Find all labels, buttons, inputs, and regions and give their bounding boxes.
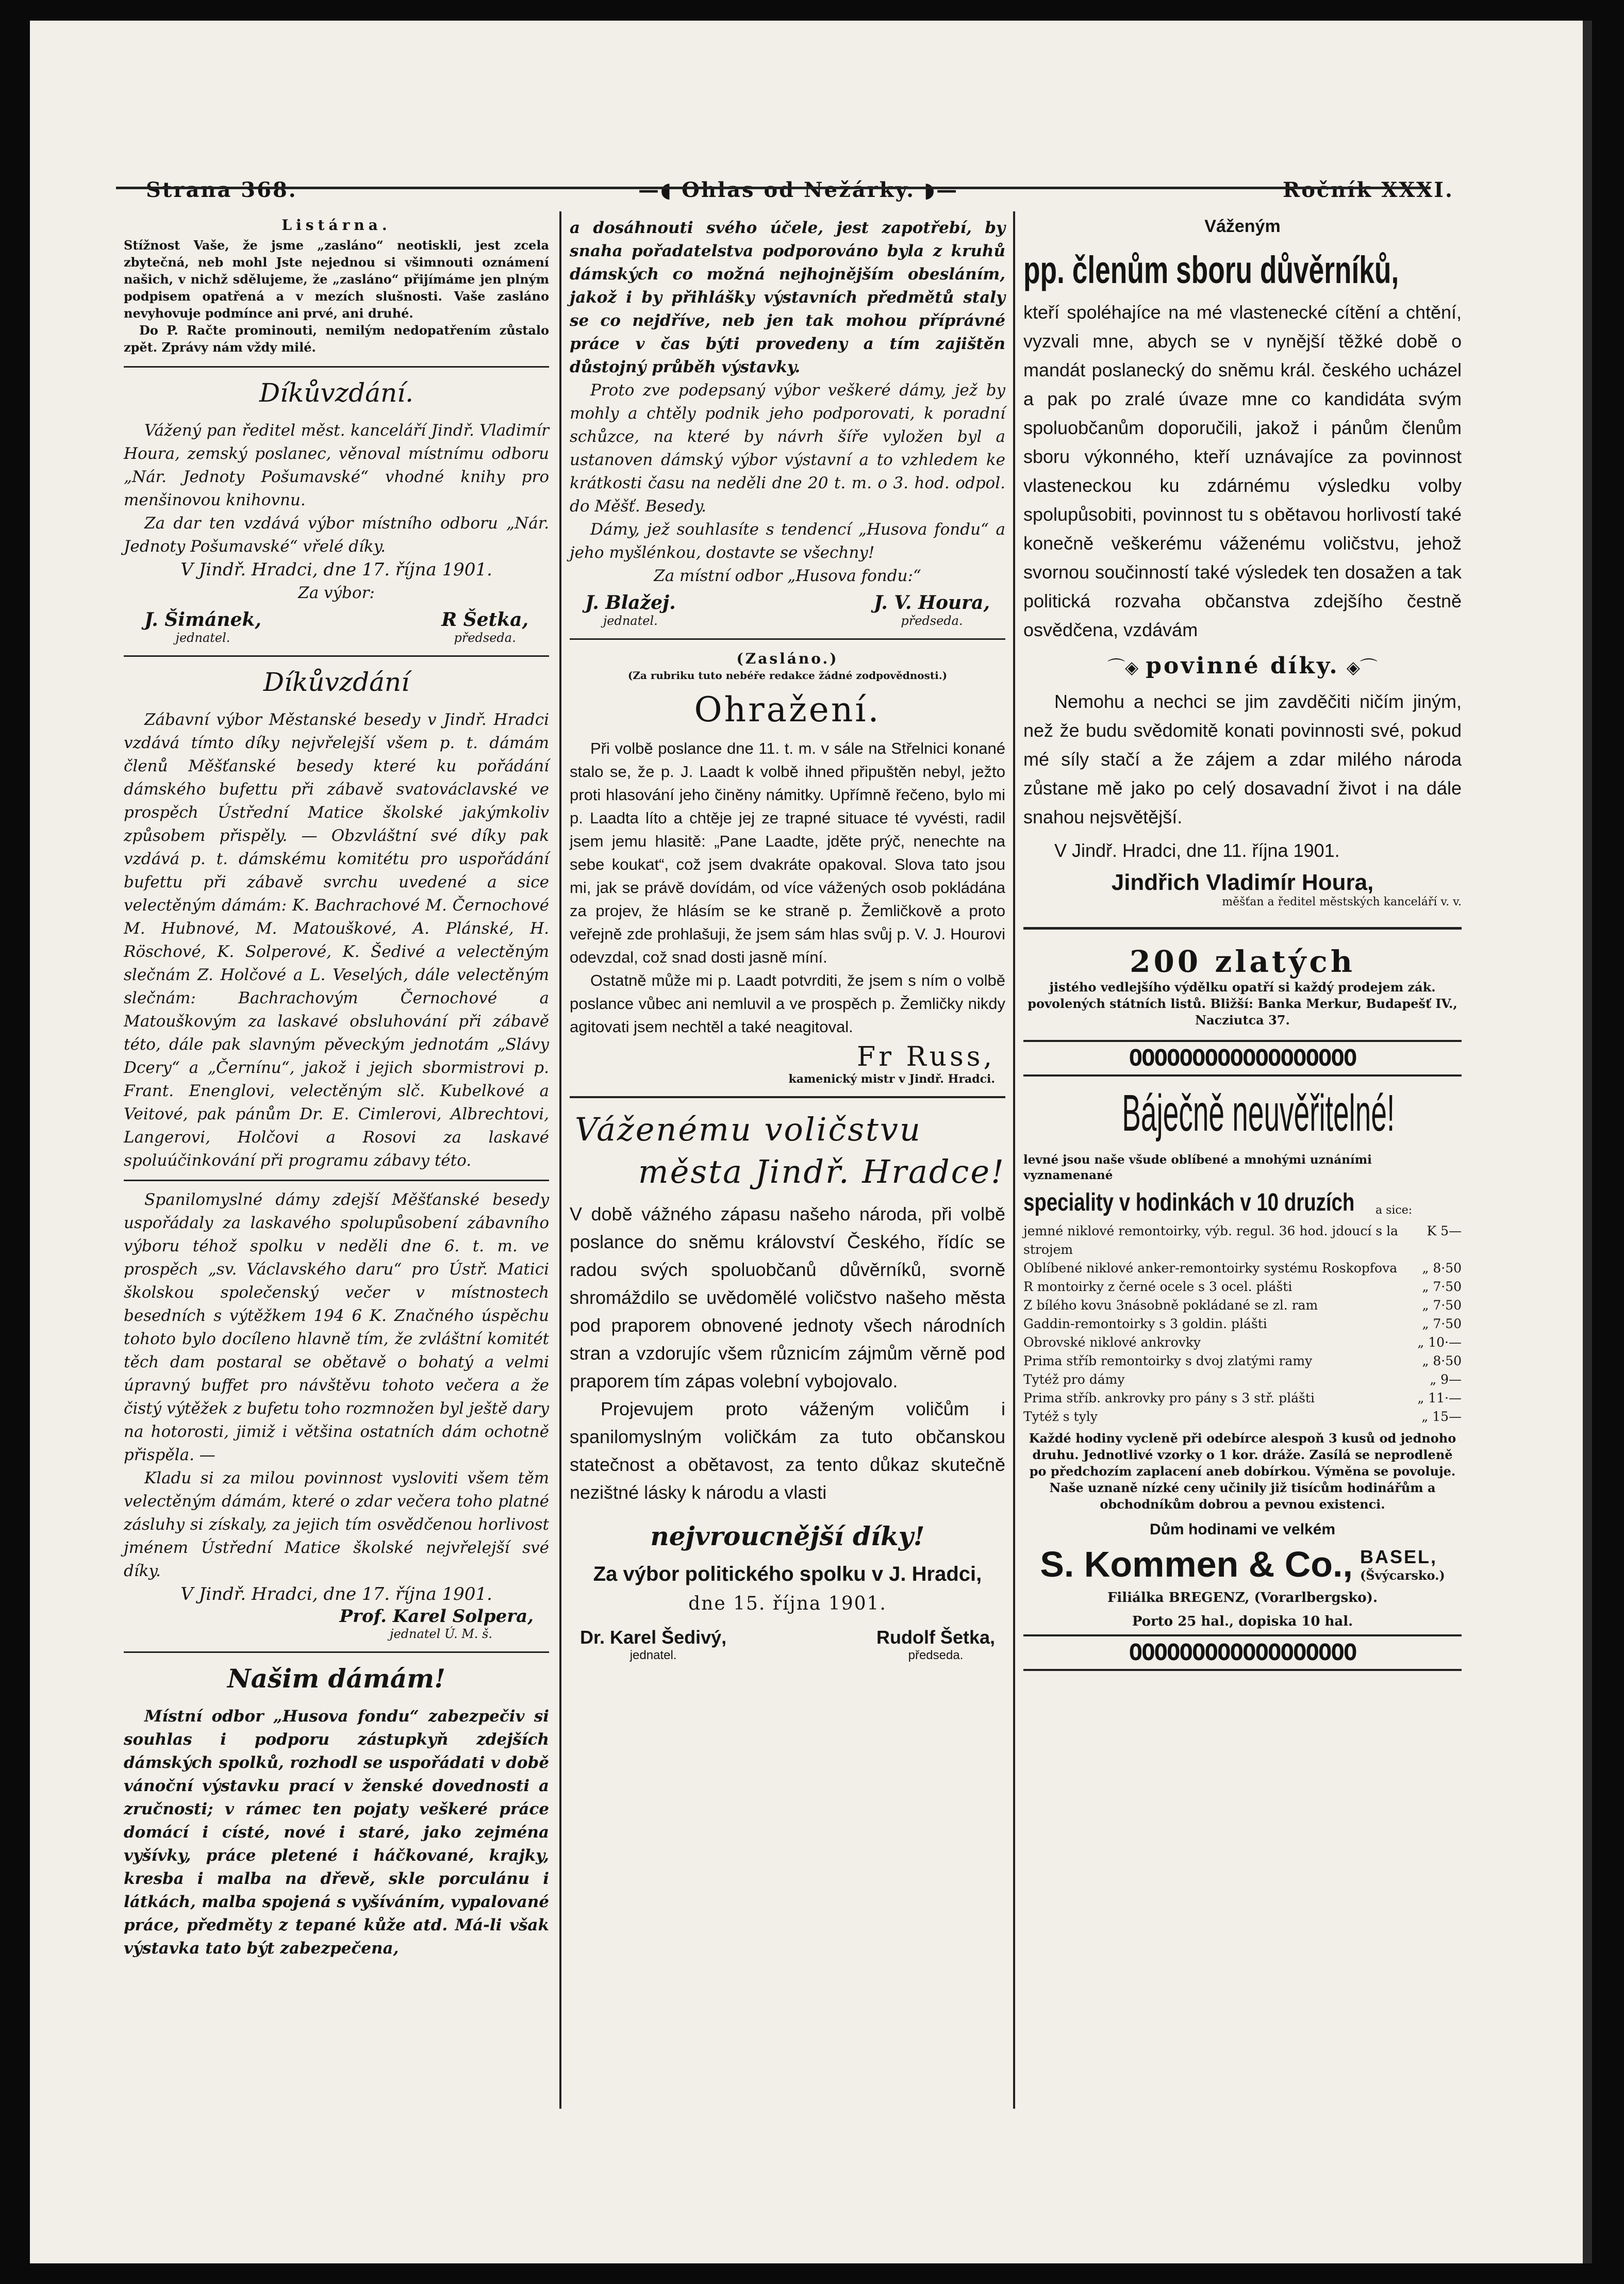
zaslano-note: (Za rubriku tuto nebéře redakce žádné zodpovědnosti.) <box>627 669 948 682</box>
houra-signature: Jindřich Vladimír Houra, měšťan a ředitel městských kanceláří v. v. <box>1111 870 1462 908</box>
dik1-sig1: J. Šimánek, jednatel. <box>144 609 261 645</box>
price-item-value: „ 7·50 <box>1422 1316 1462 1331</box>
zaslano-p1: Při volbě poslance dne 11. t. m. v sále na Střelnici konané stalo se, že p. J. Laadt k volbě ihned připuštěn nebyl, ježto proti hlasování jeho činěny námitky. Upřímně řečeno, bylo mi p. Laadta líto a chtěje jej ze trapné situace té vyvésti, radil jsem jemu hlasitě: „Pane Laadte, jděte prýč, nenechte na sebe koukat“, což jsem dvakráte opakoval. Slova tato jsou mi, jak se právě dovídám, od více vážených osob pokládána za projev, že hlásím se ke straně p. Žemličkově a proto veřejně zde prohlašuji, že jsem sám hlas svůj p. V. J. Hourovi odevzdal, což snad dosti jasně míní. <box>570 739 1005 966</box>
header-rule <box>116 187 1431 189</box>
dik1-p1: Vážený pan ředitel měst. kanceláří Jindř. Vladimír Houra, zemský poslanec, věnoval místnímu odboru „Nár. Jednoty Pošumavské“ vhodné knihy pro menšinovou knihovnu. <box>124 421 549 509</box>
zaslano-title: Ohražení. <box>694 690 881 730</box>
price-row <box>1023 1296 1462 1315</box>
price-item-name: Oblíbené niklové anker-remontoirky systému Roskopfova <box>1023 1261 1398 1276</box>
dik1-title: Díkůvzdání. <box>259 378 414 408</box>
price-item-value: „ 8·50 <box>1422 1261 1462 1276</box>
zaslano-signature: Fr Russ, kamenický mistr v Jindř. Hradci. <box>788 1041 995 1086</box>
price-item-value: „ 8·50 <box>1422 1353 1462 1368</box>
price-row <box>1023 1333 1462 1352</box>
houra-p1: kteří spoléhajíce na mé vlastenecké cítění a chtění, vyzvali mne, abych se v nynější těžké době o mandát poslanecký do sněmu král. českého ucházel a pak po zralé úvaze mne co kandidáta svým spoluobčanům doporučili, jakož i pánům členům sboru výkonného, kteří uznávajíce za povinnost vlasteneckou ku zdárnému výsledku volby spolupůsobiti, povinnost tu s obětavou horlivostí také konečně veškerému váženému voličstvu, jehož svornou součinností také výsledek ten dosažen a tak politická rozvaha občanstva zdejšího čestně osvědčena, vzdávám <box>1023 302 1462 640</box>
volic-p1: V době vážného zápasu našeho národa, při volbě poslance do sněmu království Českého, řídíc se radou svých spoluobčanů důvěrníků, svorně shromáždilo se uvědomělé voličstvo našeho města pod praporem obnovené jednoty všech národních stran a vzdorujíc všem různicím zájmům věrně pod praporem tím zápas volební vybojovalo. <box>570 1203 1005 1392</box>
price-item-value: K 5— <box>1427 1223 1462 1238</box>
column-1 <box>124 217 549 1960</box>
price-item-name: Z bílého kovu 3násobně pokládané se zl. ram <box>1023 1298 1318 1313</box>
price-row <box>1023 1278 1462 1296</box>
masthead: —◖ Ohlas od Nežárky. ◗— <box>638 178 959 202</box>
divider <box>124 1651 549 1653</box>
listarna-p2: Do P. Račte prominouti, nemilým nedopatřením zůstalo zpět. Zprávy nám vždy milé. <box>124 323 549 355</box>
company-branch: Filiálka BREGENZ, (Vorarlbergsko). <box>1107 1590 1378 1606</box>
divider <box>570 1096 1005 1098</box>
volic-sig2: Rudolf Šetka, předseda. <box>876 1627 995 1662</box>
dik1-date: V Jindř. Hradci, dne 17. října 1901. <box>180 559 492 580</box>
volume: Ročník XXXI. <box>1283 178 1454 202</box>
price-item-name: Tytéž pro dámy <box>1023 1372 1125 1387</box>
damam-p1: Místní odbor „Husova fondu“ zabezpečiv si souhlas i podporu zástupkyň zdejších dámských spolků, rozhodl se uspořádati v době vánoční výstavku prací v ženské dovednosti a zručnosti; v rámec ten pojaty veškeré práce domácí i císté, nové i staré, jako zejména vyšívky, práce pletené i háčkované, krajky, kresba i malba na dřevě, skle porculánu i látkách, malba spojená s vyšíváním, vypalované práce, předměty z tepané kůže atd. Má-li však výstavka tato být zabezpečena, <box>124 1707 549 1958</box>
price-row <box>1023 1352 1462 1370</box>
watch-spec-row <box>1023 1188 1462 1217</box>
price-item-name: R montoirky z černé ocele s 3 ocel. plášti <box>1023 1279 1292 1294</box>
price-item-name: Obrovské niklové ankrovky <box>1023 1335 1201 1350</box>
volic-p2: Projevujem proto váženým voličům i spanilomyslným voličkám za tuto občanskou statečnost a obětavost, za tento důkaz skutečně nezištné lásky k národu a vlasti <box>570 1398 1005 1503</box>
company-postage: Porto 25 hal., dopiska 10 hal. <box>1132 1614 1353 1629</box>
price-row <box>1023 1259 1462 1278</box>
divider <box>124 655 549 657</box>
company-city: BASEL, <box>1360 1546 1437 1567</box>
divider <box>124 366 549 368</box>
zaslano-p2: Ostatně může mi p. Laadt potvrditi, že jsem s ním o volbě poslance vůbec ani nemluvil a ve prospěch p. Žemličky nikdy agitovati jsem nechtěl a také neagitoval. <box>570 971 1005 1036</box>
houra-p2: Nemohu a nechci se jim zavděčiti ničím jiným, než že budu svědomitě konati povinnosti své, pokud mé síly stačí a že zájem a zdar milého národa zůstane mě jako po celý dosavadní život i na dále snahou nejsvětější. <box>1023 691 1462 827</box>
volic-title-1: Váženému voličstvu <box>575 1111 922 1148</box>
volic-date: dne 15. října 1901. <box>688 1593 887 1614</box>
watch-intro: levné jsou naše všude oblíbené a mnohými uznáními vyznamenané <box>1023 1153 1372 1182</box>
watch-title: Báječně neuvěřitelné! <box>1122 1084 1395 1142</box>
damam-cont-p3: Dámy, jež souhlasíte s tendencí „Husova fondu“ a jeho myšlénkou, dostavte se všechny! <box>570 520 1005 562</box>
volic-thanks: nejvroucnější díky! <box>650 1521 925 1551</box>
dik2-p2: Spanilomyslné dámy zdejší Měšťanské besedy uspořádaly za laskavého spolupůsobení zábavního výboru téhož spolku v neděli dne 6. t. m. ve prospěch „sv. Václavského daru“ pro Ústř. Matici školskou společenský večer v místnostech besedních s výtěžkem 194 6 K. Značného úspěchu tohoto bylo docíleno hlavně tím, že zvláštní komitét těch dam postaral se obětavě o bohatý a velmi úpravný buffet pro návštěvu tohoto večera a že čistý výtěžek z bufetu toho rozmnožen byl ještě dary na hotorosti, jimiž i většina ostatních dám ochotně přispěla. — <box>124 1190 549 1464</box>
divider <box>1023 927 1462 930</box>
zaslano-label: (Zasláno.) <box>736 650 839 667</box>
damam-title: Našim dámám! <box>227 1663 446 1694</box>
flourish-right-icon: ◈⌒ <box>1346 657 1378 678</box>
column-rule-1 <box>559 211 561 2109</box>
flourish-left-icon: ⌒◈ <box>1107 657 1139 678</box>
watch-foot: Každé hodiny vycleně při odebírce alespoň 3 kusů od jednoho druhu. Jednotlivé vzorky o 1 kor. dráže. Zasílá se neprodleně po předchozím zaplacení aneb dobírkou. Výměna se povoluje. Naše uznaně nízké ceny učinily již tisícům hodinářům a obchodníkům dobrou a pevnou existenci. <box>1029 1431 1456 1512</box>
company-country: (Švýcarsko.) <box>1360 1567 1445 1583</box>
dik2-p3: Kladu si za milou povinnost vysloviti všem těm velectěným dámám, které o zdar večera toho platné zásluhy si získaly, za jejich tím osvědčenou horlivost jménem Ústřední Matice školské nejvřelejší své díky. <box>124 1469 549 1580</box>
damam-cont-p2: Proto zve podepsaný výbor veškeré dámy, jež by mohly a chtěly podnik jeho podporovati, k poradní schůzce, na které by návrh šíře vyložen byl a ustanoven dámský výbor výstavní a to vzhledem ke krátkosti času na neděli dne 20 t. m. o 3. hod. odpol. do Měšť. Besedy. <box>570 381 1005 516</box>
divider <box>570 638 1005 640</box>
listarna-title: Listárna. <box>281 217 391 234</box>
column-2 <box>570 217 1005 1663</box>
price-row <box>1023 1315 1462 1333</box>
price-row <box>1023 1408 1462 1426</box>
damam-sig1: J. Blažej. jednatel. <box>585 592 676 628</box>
company-name: S. Kommen & Co., <box>1040 1544 1353 1584</box>
price-item-value: „ 10·— <box>1417 1335 1462 1350</box>
price-row <box>1023 1389 1462 1408</box>
price-item-value: „ 11·— <box>1417 1391 1462 1405</box>
volic-sig1: Dr. Karel Šedivý, jednatel. <box>580 1627 727 1662</box>
dik1-p2: Za dar ten vzdává výbor místního odboru „Nár. Jednoty Pošumavské“ vřelé díky. <box>124 514 549 556</box>
damam-cont-p1: a dosáhnouti svého účele, jest zapotřebí, by snaha pořadatelstva podporováno byla z kruhů dámských co možná nejhojnějším obesláním, jakož i by přihlášky výstavních předmětů staly se co nejdříve, neb jen tak mohou příprávné práce v čas býti provedeny a tím zajištěn důstojný průběh výstavky. <box>570 219 1005 376</box>
volic-za: Za výbor politického spolku v J. Hradci, <box>593 1563 982 1585</box>
watch-spec2: a sice: <box>1375 1204 1413 1217</box>
dik2-title: Díkůvzdání <box>263 667 410 697</box>
dik2-date: V Jindř. Hradci, dne 17. října 1901. <box>180 1584 492 1604</box>
page-number: Strana 368. <box>146 178 297 202</box>
dik2-p1: Zábavní výbor Městanské besedy v Jindř. Hradci vzdává tímto díky nejvřelejší všem p. t. dámám členů Měšťanské besedy které ku pořádání dámského bufettu při zábavě svatováclavské ve prospěch Ústřední Matice školské jakýmkoliv způsobem přispěly. — Obzvláštní své díky pak vzdává p. t. dámskému komitétu pro uspořádání bufettu při zábavě svrchu uvedené a sice velectěným dámám: K. Bachrachové M. Černochové M. Hubnové, M. Matouškové, A. Plánské, H. Röschové, K. Solperové, K. Šedivé a velectěným slečnám Z. Holčové a L. Veselých, dále velectěným slečnám: Bachrachovým Černochové a Matouškovým za laskavé obsluhování při zábavě této, dále pak slavným pěveckým jednotám „Slávy Dcery“ a „Černínu“, jakož i jejich sbormistrovi p. Frant. Enenglovi, velectěným slč. Kubelkové a Veitové, pak pánům Dr. E. Cimlerovi, Albrechtovi, Langerovi, Holčovi a Rosovi za laskavé spoluúčinkování při programu zábavy této. <box>124 710 549 1170</box>
bank-text: jistého vedlejšího výdělku opatří si každý prodejem zák. povolených státních listů. Bližší: Banka Merkur, Budapešť IV., Nacziutca 37. <box>1028 980 1457 1028</box>
ornament-row-bottom: OOOOOOOOOOOOOOOOOO <box>1023 1634 1462 1671</box>
houra-thanks-row <box>1023 653 1462 679</box>
houra-salut: Váženým <box>1204 217 1281 236</box>
price-item-value: „ 7·50 <box>1422 1279 1462 1294</box>
damam-za: Za místní odbor „Husova fondu:“ <box>654 567 921 585</box>
damam-sig2: J. V. Houra, předseda. <box>873 592 990 628</box>
price-item-value: „ 7·50 <box>1422 1298 1462 1313</box>
column-3 <box>1023 217 1462 1671</box>
divider <box>124 1180 549 1181</box>
dik1-za: Za výbor: <box>298 584 375 602</box>
dik2-signature: Prof. Karel Solpera, jednatel Ú. M. š. <box>339 1606 534 1641</box>
price-row <box>1023 1222 1462 1259</box>
houra-title: pp. členům sboru důvěrníků, <box>1023 249 1399 291</box>
column-rule-2 <box>1013 211 1015 2109</box>
houra-date: V Jindř. Hradci, dne 11. října 1901. <box>1054 840 1340 861</box>
ornament-row: OOOOOOOOOOOOOOOOOO <box>1023 1040 1462 1077</box>
volic-title-2: města Jindř. Hradce! <box>638 1153 1005 1190</box>
price-item-name: Gaddin-remontoirky s 3 goldin. plášti <box>1023 1316 1267 1331</box>
watch-spec: speciality v hodinkách v 10 druzích <box>1023 1189 1355 1216</box>
price-item-name: Prima stříb. ankrovky pro pány s 3 stř. plášti <box>1023 1391 1315 1405</box>
watch-house: Dům hodinami ve velkém <box>1149 1521 1336 1538</box>
listarna-p1: Stížnost Vaše, že jsme „zasláno“ neotiskli, jest zcela zbytečná, neb mohl Jste nejednou si všimnouti oznámení našich, v nichž sdělujeme, že „zasláno“ přijímáme jen plným podpisem opatřená a v mezích slušnosti. Vaše zasláno nevyhovuje podmínce ani prvé, ani druhé. <box>124 238 549 321</box>
houra-thanks: povinné díky. <box>1146 653 1339 679</box>
price-item-value: „ 15— <box>1421 1409 1462 1424</box>
price-item-name: Prima stříb remontoirky s dvoj zlatými ramy <box>1023 1353 1313 1368</box>
price-item-name: jemné niklové remontoirky, výb. regul. 36 hod. jdoucí s la strojem <box>1023 1223 1398 1257</box>
price-row <box>1023 1370 1462 1389</box>
company-row <box>1023 1544 1462 1585</box>
bank-title: 200 zlatých <box>1130 944 1355 979</box>
price-list <box>1023 1222 1462 1426</box>
price-item-value: „ 9— <box>1430 1372 1462 1387</box>
dik1-sig2: R Šetka, předseda. <box>441 609 528 645</box>
price-item-name: Tytéž s tyly <box>1023 1409 1098 1424</box>
